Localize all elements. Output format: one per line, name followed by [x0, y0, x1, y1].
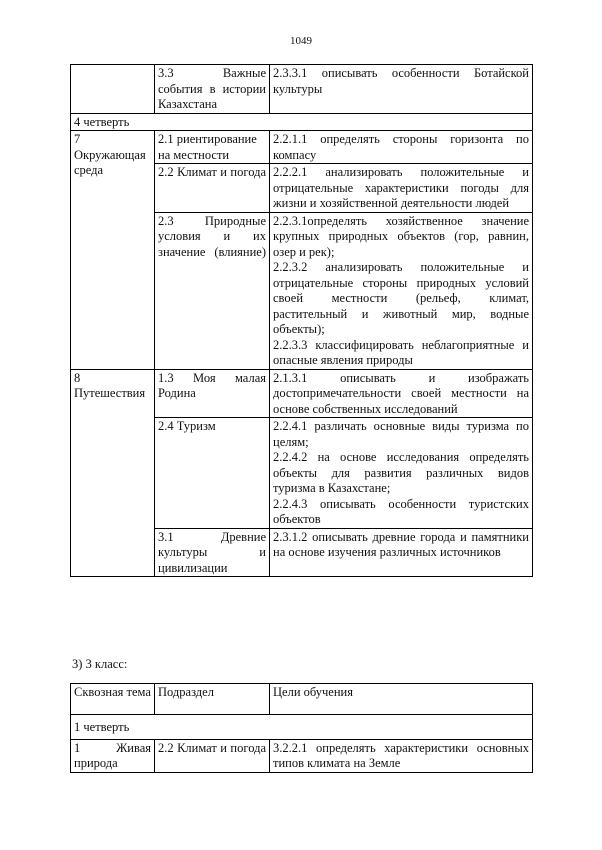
subsection-cell: 1.3 Моя малая Родина: [155, 369, 270, 418]
theme-cell: 7 Окружающая среда: [71, 131, 155, 370]
goals-cell: [270, 739, 533, 772]
subsection-cell: 2.3 Природные условия и их значение (влияние): [155, 212, 270, 369]
goals-cell: [270, 131, 533, 164]
theme-cell: 8 Путешествия: [71, 369, 155, 577]
goals-cell: [270, 418, 533, 529]
goal-text: 2.2.4.3 описывать особенности туристских объектов: [273, 496, 529, 526]
subsection-cell: 3.3 Важные события в истории Казахстана: [155, 65, 270, 114]
goal-text: 2.1.3.1 описывать и изображать достопримечательности своей местности на основе собственных исследований: [273, 370, 529, 416]
subsection-cell: 3.1 Древние культуры и цивилизации: [155, 528, 270, 577]
table-row: [71, 131, 533, 164]
column-header: Подраздел: [155, 684, 270, 715]
subsection-cell: 2.4 Туризм: [155, 418, 270, 529]
theme-cell: 1 Живая природа: [71, 739, 155, 772]
goal-text: 2.2.1.1 определять стороны горизонта по компасу: [273, 132, 529, 162]
subsection-cell: 2.2 Климат и погода: [155, 739, 270, 772]
quarter-label: 1 четверть: [71, 715, 533, 740]
goals-cell: [270, 65, 533, 114]
table-row: [71, 65, 533, 114]
goal-text: 3.2.2.1 определять характеристики основных типов климата на Земле: [273, 740, 529, 770]
goal-text: 2.2.4.2 на основе исследования определять объекты для развития различных видов туризма в Казахстане;: [273, 450, 529, 495]
subsection-cell: 2.1 риентирование на местности: [155, 131, 270, 164]
subsection-cell: 2.2 Климат и погода: [155, 164, 270, 213]
goals-cell: [270, 369, 533, 418]
curriculum-table-grade-3: [70, 683, 533, 773]
header-row: [71, 684, 533, 715]
goals-cell: [270, 528, 533, 577]
curriculum-table-grade-2: [70, 64, 533, 577]
goal-text: 2.2.3.3 классифицировать неблагоприятные и опасные явления природы: [273, 337, 529, 367]
section-heading: 3) 3 класс:: [72, 657, 128, 671]
column-header: Сквозная тема: [71, 684, 155, 715]
column-header: Цели обучения: [270, 684, 533, 715]
quarter-row: [71, 113, 533, 131]
quarter-label: 4 четверть: [71, 113, 533, 131]
page-number: 1049: [290, 35, 312, 47]
goal-text: 2.2.3.1определять хозяйственное значение крупных природных объектов (гор, равнин, озер и рек);: [273, 213, 529, 259]
theme-cell: [71, 65, 155, 114]
table-row: [71, 369, 533, 418]
goal-text: 2.3.3.1 описывать особенности Ботайской культуры: [273, 66, 529, 96]
goals-cell: [270, 164, 533, 213]
goal-text: 2.2.3.2 анализировать положительные и отрицательные стороны природных условий своей местности (рельеф, климат, растительный и животный мир, водные объекты);: [273, 260, 529, 336]
quarter-row: [71, 715, 533, 740]
table-row: [71, 739, 533, 772]
goal-text: 2.2.2.1 анализировать положительные и отрицательные характеристики погоды для жизни и хозяйственной деятельности людей: [273, 165, 529, 210]
goal-text: 2.2.4.1 различать основные виды туризма по целям;: [273, 419, 529, 449]
goals-cell: [270, 212, 533, 369]
goal-text: 2.3.1.2 описывать древние города и памятники на основе изучения различных источников: [273, 529, 529, 559]
